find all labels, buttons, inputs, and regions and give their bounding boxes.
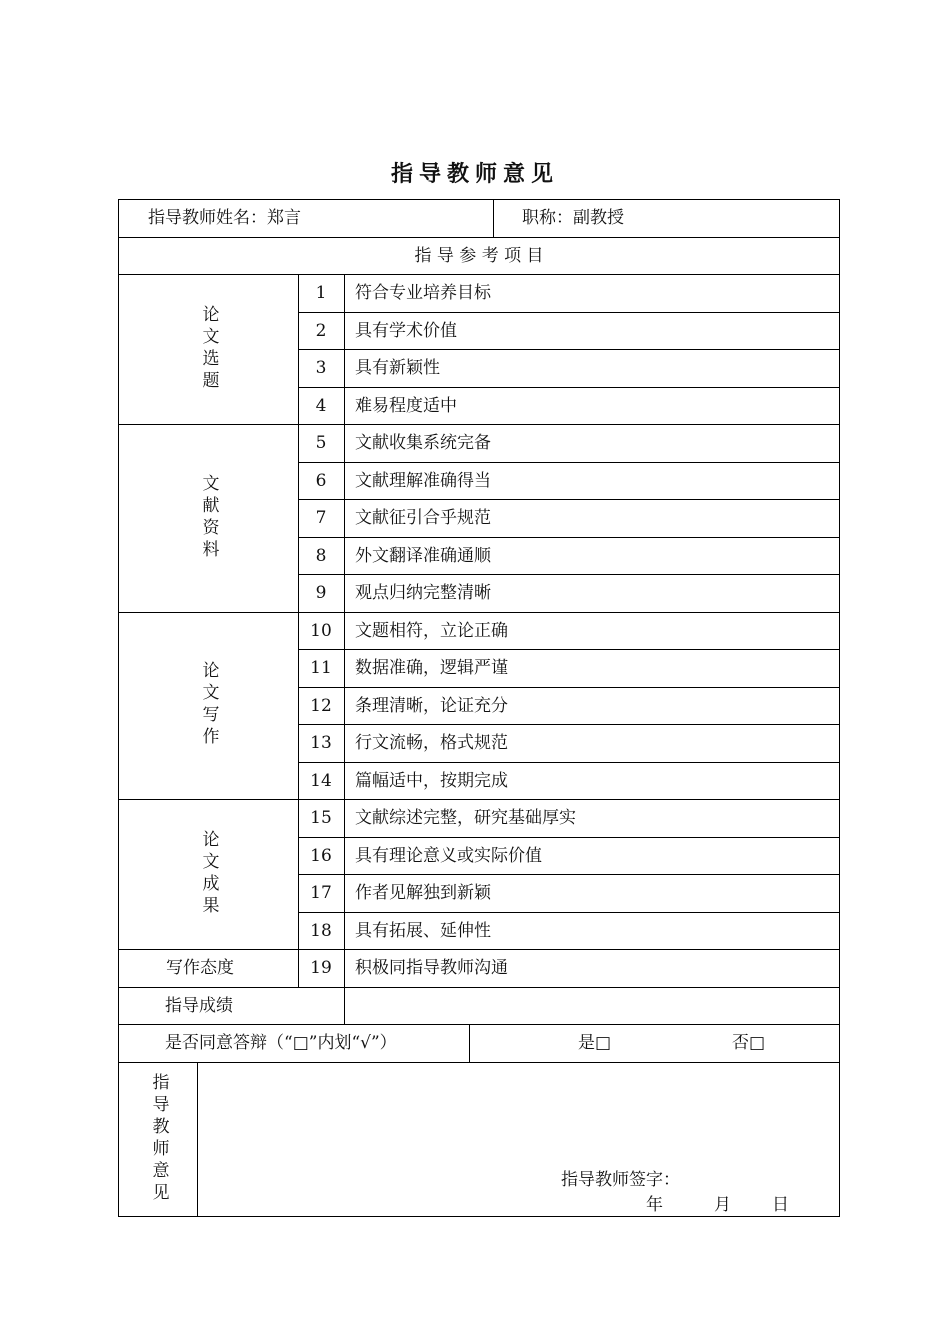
advisor-name: 指导教师姓名：郑言 [148,208,301,228]
item-criterion: 符合专业培养目标 [355,283,491,303]
item-number: 12 [310,695,332,716]
column-divider [197,1062,198,1218]
group-label: 论文成果 [198,830,219,918]
row-divider [298,837,840,838]
defense-no-checkbox: 否□ [732,1033,766,1053]
row-divider [298,762,840,763]
row-divider [298,499,840,500]
date-day: 日 [772,1195,789,1215]
item-criterion: 文献综述完整，研究基础厚实 [355,808,576,828]
item-criterion: 观点归纳完整清晰 [355,583,491,603]
column-divider [298,612,299,800]
item-criterion: 具有学术价值 [355,320,457,341]
column-divider [298,274,299,424]
row-divider [298,724,840,725]
row-divider [118,987,840,988]
column-divider [344,612,345,800]
item-criterion: 积极同指导教师沟通 [355,958,508,978]
column-divider [298,424,299,612]
item-number: 4 [315,395,327,416]
date-year: 年 [646,1195,663,1215]
signature-label: 指导教师签字： [561,1170,680,1190]
item-number: 18 [310,920,332,941]
page-title: 指导教师意见 [390,161,559,187]
column-divider [344,987,345,1025]
row-divider [118,799,840,800]
group-label: 文献资料 [198,473,219,562]
section-heading: 指 导 参 考 项 目 [414,246,544,266]
row-divider [298,687,840,688]
column-divider [493,199,494,237]
row-divider [118,949,840,950]
row-divider [298,574,840,575]
item-number: 14 [310,770,332,791]
advisor-rank: 职称：副教授 [522,208,624,228]
date-month: 月 [714,1195,731,1215]
item-number: 15 [310,808,332,828]
column-divider [469,1024,470,1062]
item-number: 19 [310,958,332,978]
row-divider [298,462,840,463]
item-criterion: 数据准确，逻辑严谨 [355,658,508,678]
row-divider [118,612,840,613]
item-criterion: 文题相符，立论正确 [355,620,508,641]
item-number: 13 [310,733,332,753]
row-divider [298,312,840,313]
item-criterion: 文献理解准确得当 [355,470,491,491]
item-criterion: 文献征引合乎规范 [355,508,491,528]
defense-yes-checkbox: 是□ [578,1033,612,1053]
column-divider [298,799,299,949]
column-divider [344,274,345,424]
row-divider [298,349,840,350]
row-divider [298,537,840,538]
defense-question: 是否同意答辩（“□”内划“√”） [165,1033,397,1053]
item-criterion: 外文翻译准确通顺 [355,545,491,566]
row-divider [298,387,840,388]
item-criterion: 篇幅适中，按期完成 [355,770,508,791]
group-label: 论文选题 [198,305,219,393]
row-divider [298,912,840,913]
item-criterion: 具有新颖性 [355,358,440,378]
item-criterion: 行文流畅，格式规范 [355,733,508,753]
item-criterion: 作者见解独到新颖 [355,883,491,903]
grade-label: 指导成绩 [165,995,233,1016]
group-label: 写作态度 [166,958,234,978]
row-divider [118,1024,840,1025]
item-criterion: 难易程度适中 [355,395,457,416]
item-criterion: 具有理论意义或实际价值 [355,845,542,866]
row-divider [298,874,840,875]
opinion-label: 指导教师意见 [148,1073,169,1206]
item-number: 17 [310,883,332,903]
item-number: 7 [315,508,327,528]
item-number: 3 [315,358,327,378]
row-divider [118,1062,840,1063]
column-divider [344,799,345,949]
item-number: 10 [310,620,332,641]
item-number: 1 [315,283,327,303]
item-criterion: 具有拓展、延伸性 [355,920,491,941]
row-divider [118,274,840,275]
item-number: 2 [315,320,327,341]
column-divider [344,424,345,612]
item-number: 6 [315,470,327,491]
item-number: 9 [315,583,327,603]
group-label: 论文写作 [198,661,219,750]
item-number: 16 [310,845,332,866]
row-divider [298,649,840,650]
item-number: 11 [310,658,332,678]
item-number: 5 [315,433,327,453]
item-criterion: 文献收集系统完备 [355,433,491,453]
item-criterion: 条理清晰，论证充分 [355,695,508,716]
row-divider [118,424,840,425]
item-number: 8 [315,545,327,566]
row-divider [118,237,840,238]
